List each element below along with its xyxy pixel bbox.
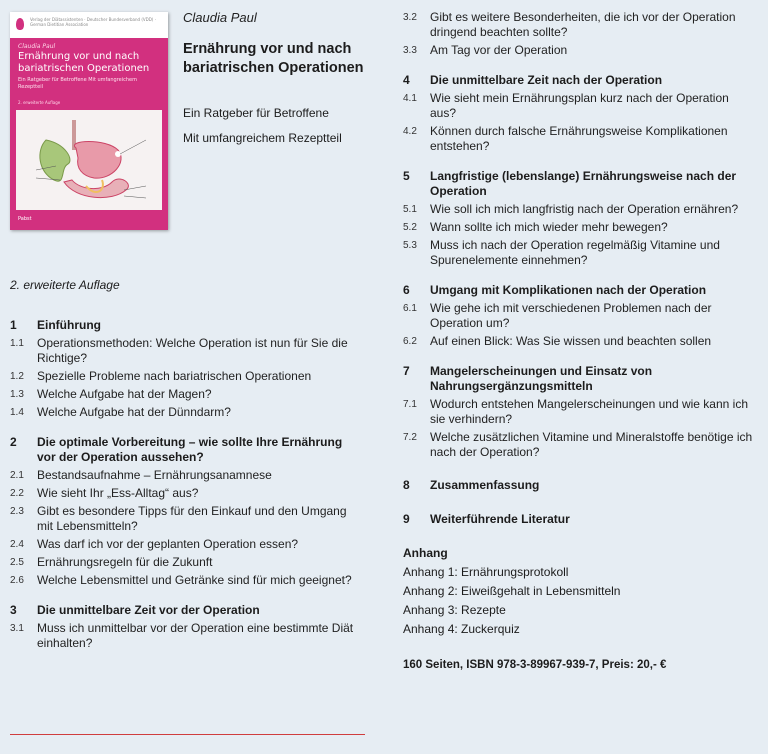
chapter-number: 8 [403, 478, 410, 492]
toc-item [10, 555, 360, 570]
chapter-number: 5 [403, 169, 410, 183]
item-number: 5.3 [403, 240, 417, 251]
item-number: 3.3 [403, 45, 417, 56]
item-number: 5.1 [403, 204, 417, 215]
edition-label: 2. erweiterte Auflage [10, 278, 120, 292]
item-title: Wie sieht Ihr „Ess-Alltag“ aus? [37, 486, 199, 500]
item-title: Operationsmethoden: Welche Operation ist nun für Sie die Richtige? [37, 336, 348, 365]
item-title: Wann sollte ich mich wieder mehr bewegen? [430, 220, 668, 234]
toc-item [403, 202, 753, 217]
chapter-title: Mangelerscheinungen und Einsatz von Nahrungsergänzungsmitteln [430, 364, 653, 393]
toc-item [10, 336, 360, 366]
toc-item [403, 220, 753, 235]
toc-item [403, 334, 753, 349]
cover-title: Ernährung vor und nach bariatrischen Operationen [18, 51, 150, 74]
item-number: 2.2 [10, 488, 24, 499]
toc-item [10, 486, 360, 501]
toc-item [403, 397, 753, 427]
chapter-number: 4 [403, 73, 410, 87]
cover-publisher: Verlag der Diätassistenten · Deutscher Bundesverband (VDD) · German Dietitian Association [30, 17, 156, 27]
digestive-system-illustration [16, 110, 162, 210]
chapter-title: Weiterführende Literatur [430, 512, 570, 526]
toc-item [10, 537, 360, 552]
chapter-title: Die unmittelbare Zeit nach der Operation [430, 73, 663, 87]
cover-subtitle: Ein Ratgeber für Betroffene Mit umfangreichem Rezeptteil [18, 77, 137, 90]
item-title: Welche Aufgabe hat der Magen? [37, 387, 212, 401]
toc-item [10, 387, 360, 402]
item-number: 6.1 [403, 303, 417, 314]
item-title: Wie soll ich mich langfristig nach der Operation ernähren? [430, 202, 739, 216]
item-title: Was darf ich vor der geplanten Operation essen? [37, 537, 299, 551]
book-details: 160 Seiten, ISBN 978-3-89967-939-7, Preis: 20,- € [403, 659, 667, 671]
item-title: Welche zusätzlichen Vitamine und Mineralstoffe benötige ich nach der Operation? [430, 430, 753, 459]
toc-item [403, 10, 753, 40]
item-number: 1.3 [10, 389, 24, 400]
book-cover-image [10, 12, 168, 230]
cover-edition: 2. erweiterte Auflage [18, 100, 61, 105]
item-number: 7.1 [403, 399, 417, 410]
item-number: 2.6 [10, 575, 24, 586]
toc-item [403, 91, 753, 121]
item-number: 6.2 [403, 336, 417, 347]
item-number: 4.2 [403, 126, 417, 137]
toc-item [403, 301, 753, 331]
footer-divider [10, 734, 365, 735]
item-title: Wie gehe ich mit verschiedenen Problemen nach der Operation um? [430, 301, 712, 330]
item-title: Auf einen Blick: Was Sie wissen und beachten sollen [430, 334, 712, 348]
chapter-number: 3 [10, 603, 17, 617]
chapter-title: Die optimale Vorbereitung – wie sollte Ihre Ernährung vor der Operation aussehen? [37, 435, 343, 464]
appendix-heading: Anhang [403, 546, 448, 560]
book-subtitle: Ein Ratgeber für Betroffene [183, 106, 329, 120]
toc-chapter [403, 283, 753, 298]
chapter-number: 9 [403, 512, 410, 526]
item-title: Spezielle Probleme nach bariatrischen Operationen [37, 369, 312, 383]
chapter-title: Umgang mit Komplikationen nach der Operation [430, 283, 707, 297]
item-number: 1.1 [10, 338, 24, 349]
book-author: Claudia Paul [183, 10, 257, 25]
item-number: 2.1 [10, 470, 24, 481]
publisher-logo-icon [16, 18, 24, 30]
item-title: Muss ich unmittelbar vor der Operation eine bestimmte Diät einhalten? [37, 621, 354, 650]
appendix-item: Anhang 2: Eiweißgehalt in Lebensmitteln [403, 584, 621, 598]
toc-right-column [403, 10, 753, 671]
chapter-number: 2 [10, 435, 17, 449]
cover-publisher-foot: Pabst [18, 216, 32, 222]
item-title: Gibt es besondere Tipps für den Einkauf und den Umgang mit Lebensmitteln? [37, 504, 347, 533]
toc-item [403, 124, 753, 154]
item-title: Wie sieht mein Ernährungsplan kurz nach der Operation aus? [430, 91, 729, 120]
item-title: Welche Aufgabe hat der Dünndarm? [37, 405, 231, 419]
cover-author: Claudia Paul [18, 43, 56, 50]
appendix-item: Anhang 4: Zuckerquiz [403, 622, 520, 636]
toc-chapter [10, 435, 360, 465]
toc-item [403, 430, 753, 460]
item-title: Können durch falsche Ernährungsweise Komplikationen entstehen? [430, 124, 728, 153]
item-title: Wodurch entstehen Mangelerscheinungen und wie kann ich sie verhindern? [430, 397, 748, 426]
chapter-number: 6 [403, 283, 410, 297]
item-number: 4.1 [403, 93, 417, 104]
toc-item [403, 238, 753, 268]
item-number: 7.2 [403, 432, 417, 443]
toc-item [10, 504, 360, 534]
chapter-number: 7 [403, 364, 410, 378]
toc-chapter [403, 478, 753, 493]
item-title: Ernährungsregeln für die Zukunft [37, 555, 213, 569]
item-number: 2.4 [10, 539, 24, 550]
chapter-title: Zusammenfassung [430, 478, 540, 492]
toc-item [10, 468, 360, 483]
item-title: Muss ich nach der Operation regelmäßig Vitamine und Spurenelemente einnehmen? [430, 238, 720, 267]
toc-chapter [403, 512, 753, 527]
book-title: Ernährung vor und nach bariatrischen Operationen [183, 41, 364, 76]
toc-item [10, 621, 360, 651]
item-number: 3.2 [403, 12, 417, 23]
toc-left-column [10, 318, 360, 651]
toc-chapter [10, 318, 360, 333]
chapter-number: 1 [10, 318, 17, 332]
item-number: 1.4 [10, 407, 24, 418]
item-number: 5.2 [403, 222, 417, 233]
toc-item [10, 573, 360, 588]
appendix-item: Anhang 3: Rezepte [403, 603, 506, 617]
chapter-title: Langfristige (lebenslange) Ernährungsweise nach der Operation [430, 169, 737, 198]
item-title: Gibt es weitere Besonderheiten, die ich vor der Operation dringend beachten sollte? [430, 10, 736, 39]
toc-item [10, 405, 360, 420]
item-title: Welche Lebensmittel und Getränke sind für mich geeignet? [37, 573, 352, 587]
toc-item [403, 43, 753, 58]
toc-item [10, 369, 360, 384]
book-subtitle-2: Mit umfangreichem Rezeptteil [183, 131, 342, 145]
toc-chapter [403, 73, 753, 88]
toc-chapter [403, 364, 753, 394]
item-title: Am Tag vor der Operation [430, 43, 568, 57]
item-number: 2.5 [10, 557, 24, 568]
appendix-item: Anhang 1: Ernährungsprotokoll [403, 565, 569, 579]
toc-chapter [10, 603, 360, 618]
item-number: 2.3 [10, 506, 24, 517]
toc-chapter [403, 169, 753, 199]
cover-header [10, 12, 168, 38]
item-title: Bestandsaufnahme – Ernährungsanamnese [37, 468, 272, 482]
chapter-title: Einführung [37, 318, 101, 332]
item-number: 1.2 [10, 371, 24, 382]
chapter-title: Die unmittelbare Zeit vor der Operation [37, 603, 260, 617]
item-number: 3.1 [10, 623, 24, 634]
